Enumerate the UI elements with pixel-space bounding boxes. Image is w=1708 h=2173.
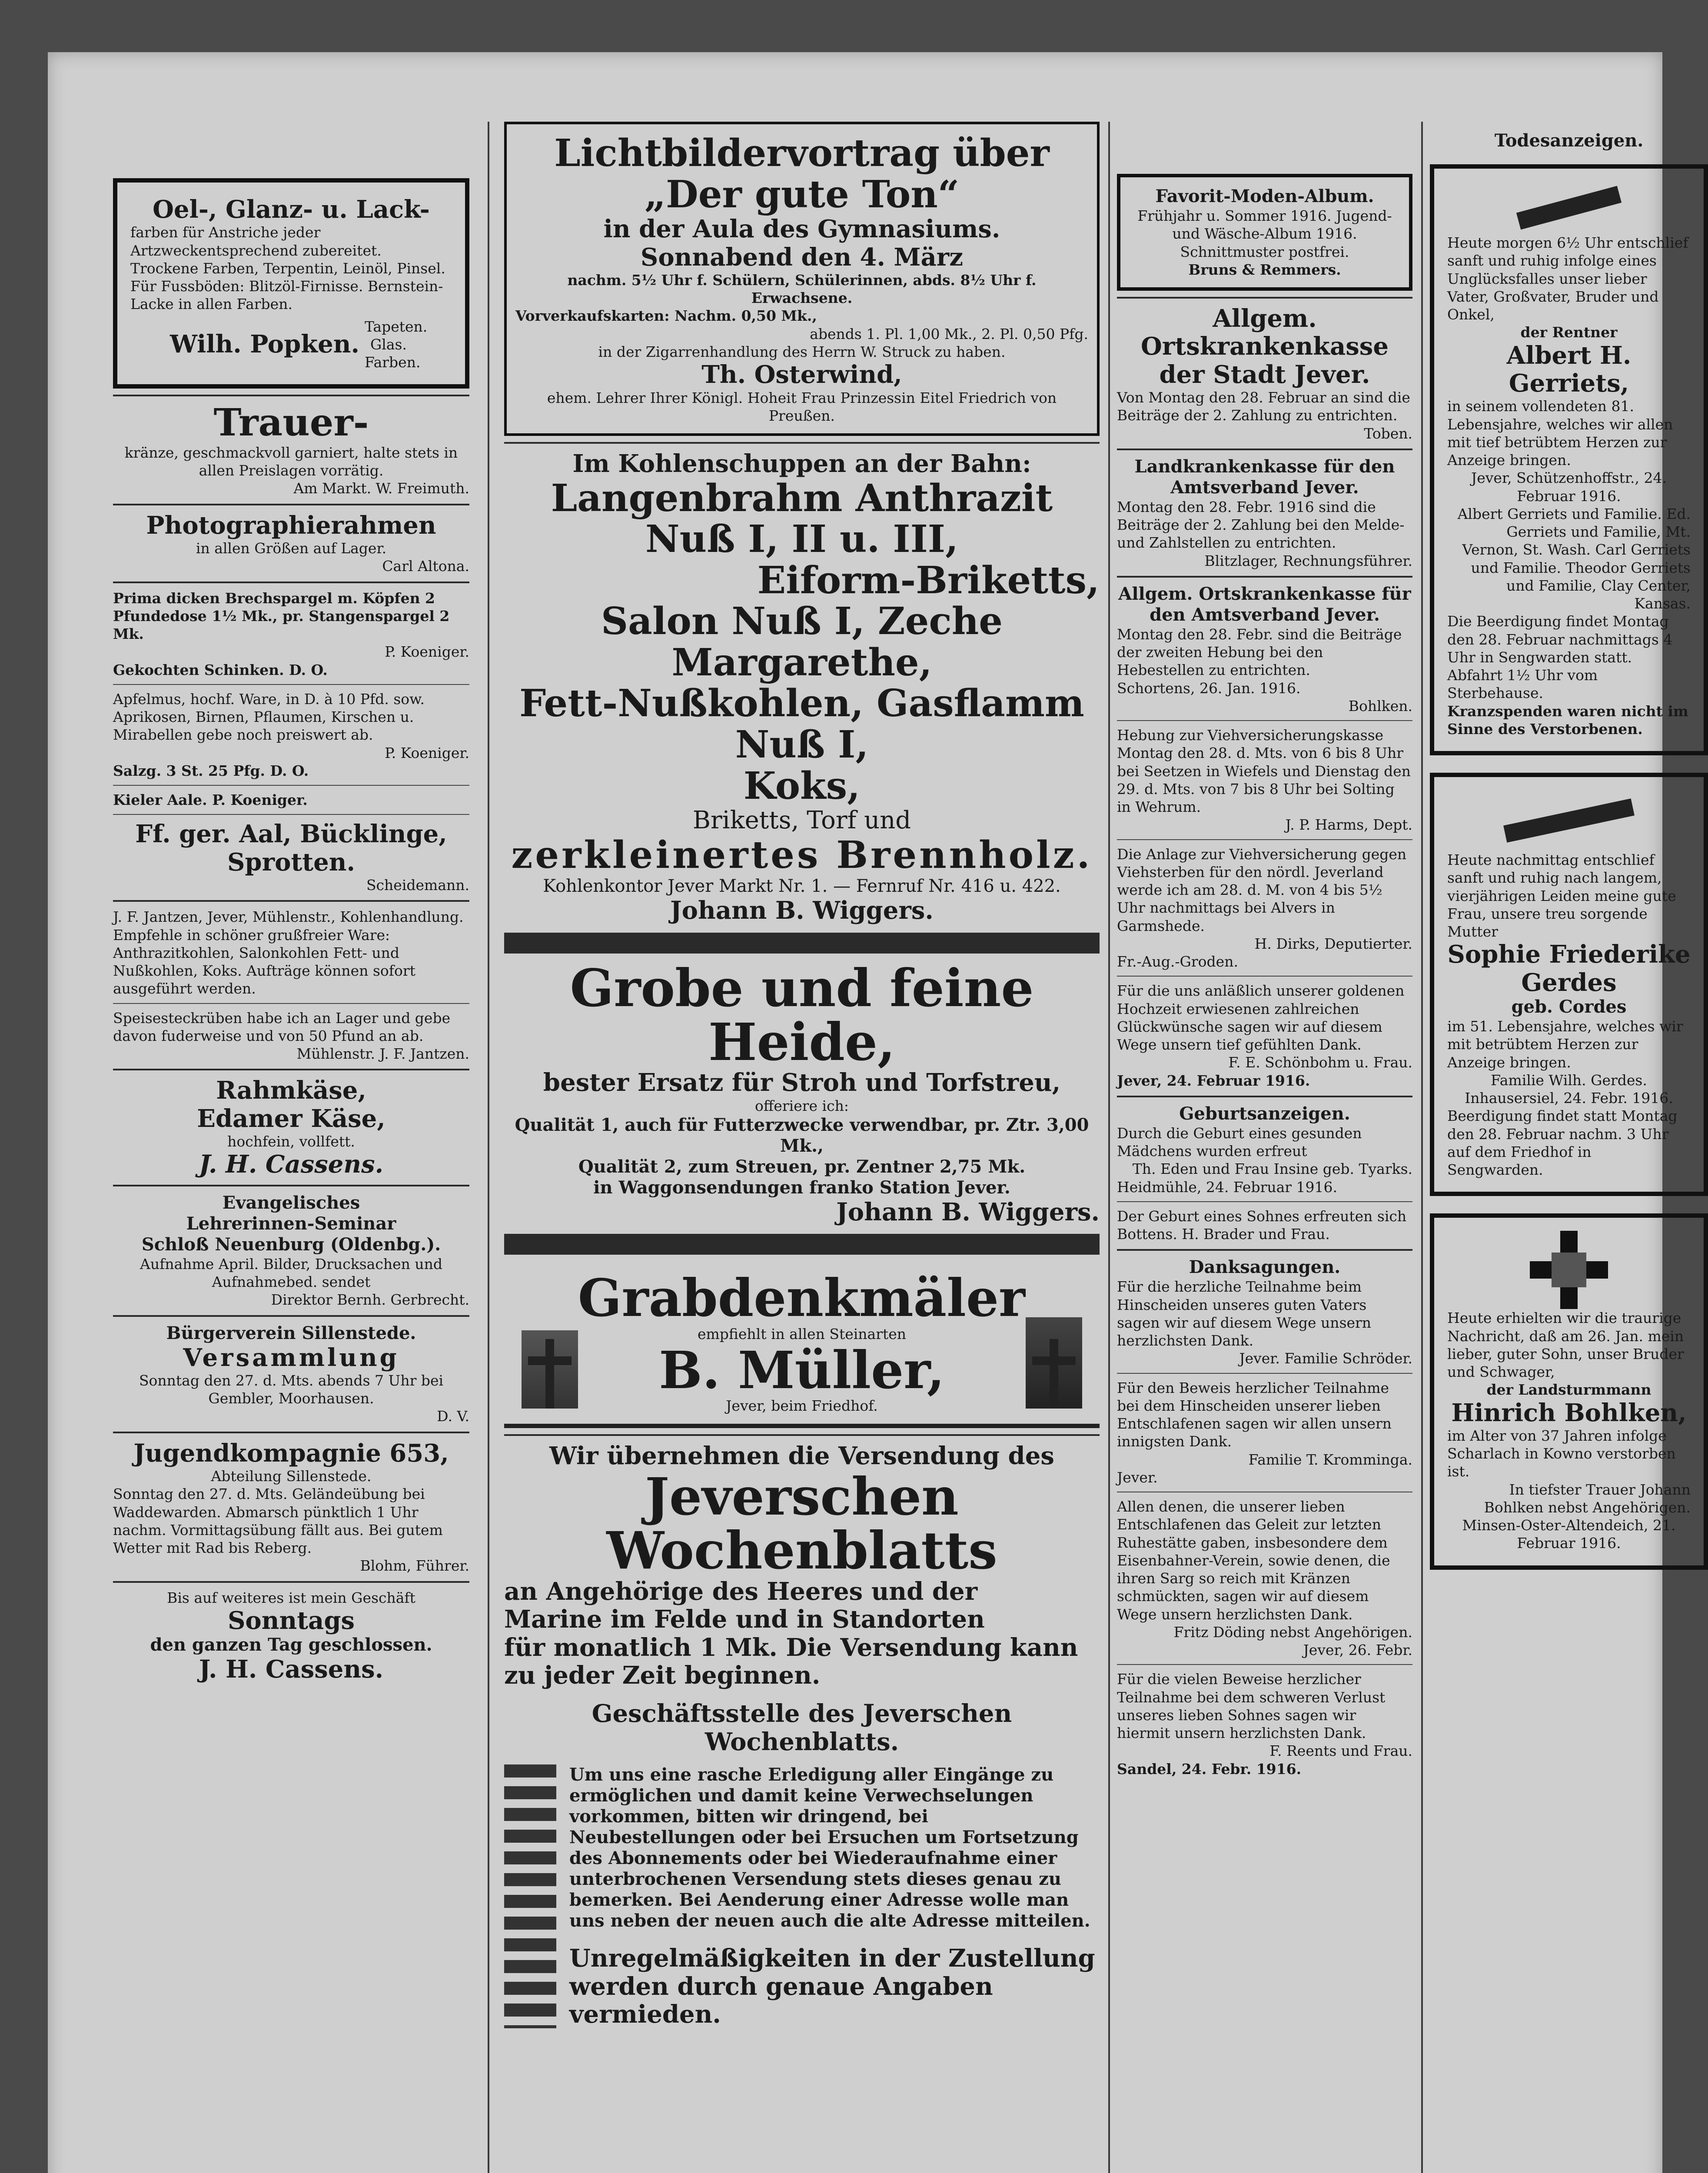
ad-jantzen: J. F. Jantzen, Jever, Mühlenstr., Kohlenhandlung. Empfehle in schöner grußfreier Ware: Anthrazitkohlen, Salonkohlen Fett- und Nußkohlen, Koks. Aufträge können sofort ausgeführt werden. [113,908,464,997]
ad-head: Im Kohlenschuppen an der Bahn: [572,449,1031,478]
ad-vortrag [504,122,1100,436]
ad-date: Sonnabend den 4. März [640,243,964,272]
ad-body: Für die uns anläßlich unserer goldenen Hochzeit erwiesenen zahlreichen Glückwünsche sagen wir auf diesem Wege unsern tief gefühlten Dank. [1117,982,1405,1053]
ad-body: Frühjahr u. Sommer 1916. Jugend- und Wäsche-Album 1916. Schnittmuster postfrei. [1137,207,1392,260]
ad-body: Von Montag den 28. Februar an sind die Beiträge der 2. Zahlung zu entrichten. [1117,389,1410,424]
column-rule [488,122,489,2173]
ad-body: Aufnahme April. Bilder, Drucksachen und Aufnahmebed. sendet [140,1255,442,1291]
ad-name: Hinrich Bohlken, [1451,1398,1687,1427]
divider [113,1581,469,1583]
ad-line: Koks, [743,764,861,808]
ad-line: zerkleinertes Brennholz. [511,833,1093,877]
ad-sign: F. E. Schönbohm u. Frau. [1228,1054,1412,1071]
ad-trauer [113,402,469,497]
ad-title: Lehrerinnen-Seminar [186,1213,396,1234]
ad-title: Landkrankenkasse für den Amtsverband Jever. [1134,456,1395,498]
iron-cross-icon [1530,1231,1608,1309]
ad-line: Marine im Felde und in Standorten [504,1605,985,1634]
ad-title: der Rentner [1520,324,1618,341]
divider [113,1069,469,1070]
ad-sub: empfiehlt in allen Steinarten [697,1326,907,1343]
ad-sign: Scheidemann. [366,877,469,894]
divider [1117,576,1412,578]
ad-date: Jever, Schützenhoffstr., 24. Februar 1916. [1471,469,1667,505]
divider [113,814,469,815]
ad-krankenkasse-3 [1117,584,1412,715]
column-1 [113,122,469,1684]
column-3 [1117,122,1412,1778]
ad-sign: Toben. [1364,425,1412,442]
ad-family: Albert Gerriets und Familie. Ed. Gerriets und Familie, Mt. Vernon, St. Wash. Carl Gerriets und Familie. Theodor Gerriets und Familie, Clay Center, Kansas. [1457,505,1691,612]
ad-body: Heute erhielten wir die traurige Nachricht, daß am 26. Jan. mein lieber, guter Sohn, unser Bruder und Schwager, [1447,1309,1684,1381]
ad-sign: Blohm, Führer. [360,1557,469,1575]
ad-sign: Bohlken. [1348,697,1412,714]
ad-firm: Wilh. Popken. [170,330,359,359]
ad-date: Sandel, 24. Febr. 1916. [1117,1760,1302,1778]
ad-sign: P. Koeniger. [385,643,469,661]
divider [1117,1249,1412,1251]
ad-body: Montag den 28. Febr. sind die Beiträge der zweiten Hebung bei den Hebestellen zu entrichten. [1117,625,1402,679]
ad-aal [113,820,469,894]
decorative-border [504,1764,556,2028]
divider [1117,1373,1412,1374]
ad-todesanzeige-1 [1430,164,1708,755]
ad-place: Fr.-Aug.-Groden. [1117,953,1238,970]
ad-sign: Jever. Familie Schröder. [1239,1350,1412,1367]
ad-contact: Kohlenkontor Jever Markt Nr. 1. — Fernruf Nr. 416 u. 422. [543,876,1061,897]
ad-title: den ganzen Tag geschlossen. [150,1635,432,1655]
ad-sign: Blitzlager, Rechnungsführer. [1204,552,1412,569]
ad-body: farben für Anstriche jeder Artzweckentsprechend zubereitet. Trockene Farben, Terpentin, Leinöl, Pinsel. Für Fussböden: Blitzöl-Firnisse. Bernstein-Lacke in allen Farben. [130,224,445,313]
section-head-geburt: Geburtsanzeigen. [1179,1103,1350,1124]
ad-line: Salon Nuß I, Zeche Margarethe, [601,599,1003,684]
ad-title: Allgem. Ortskrankenkasse der Stadt Jever. [1141,304,1389,389]
ad-body: in allen Größen auf Lager. [196,540,387,557]
ad-buergerverein [113,1323,469,1425]
cross-icon [1447,790,1691,851]
ad-dank-5 [1117,1670,1412,1778]
ad-bottom: Unregelmäßigkeiten in der Zustellung werden durch genaue Angaben vermieden. [569,1944,1095,2029]
ad-sign: D. V. [437,1408,469,1425]
divider [1117,720,1412,721]
ad-todesanzeige-3 [1430,1213,1708,1569]
ad-sign: Fritz Döding nebst Angehörigen. [1173,1623,1412,1641]
ad-line: Fett-Nußkohlen, Gasflamm Nuß I, [519,681,1084,767]
ad-pre: Bis auf weiteres ist mein Geschäft [167,1589,415,1606]
ad-quality: Qualität 1, auch für Futterzwecke verwendbar, pr. Ztr. 3,00 Mk., [515,1115,1089,1156]
ad-body: im 51. Lebensjahre, welches wir mit betrübtem Herzen zur Anzeige bringen. [1447,1018,1683,1071]
ad-spargel [113,589,469,679]
ad-name: Sophie Friederike Gerdes [1447,940,1691,997]
ad-body: Für den Beweis herzlicher Teilnahme bei dem Hinscheiden unserer lieben Entschlafenen sagen wir allen unsern innigsten Dank. [1117,1379,1392,1450]
ad-where: in der Zigarrenhandlung des Herrn W. Struck zu haben. [598,343,1006,360]
ad-body: Speisesteckrüben habe ich an Lager und gebe davon fuderweise und von 50 Pfund an ab. [113,1009,451,1044]
ad-seminar [113,1193,469,1309]
divider [504,1434,1100,1436]
divider [113,684,469,685]
ad-sign: F. Reents und Frau. [1269,1742,1412,1760]
gravestone-icon [522,1278,578,1409]
ad-sign: Direktor Bernh. Gerbrecht. [271,1291,469,1309]
ad-line: für monatlich 1 Mk. Die Versendung kann [504,1633,1078,1662]
ad-todesanzeige-2 [1430,773,1708,1196]
ad-body: Die Anlage zur Viehversicherung gegen Viehsterben für den nördl. Jeverland werde ich am 28. d. M. von 4 bis 5½ Uhr nachmittags bei Alvers in Garmshede. [1117,845,1407,934]
ad-title: Schloß Neuenburg (Oldenbg.). [141,1234,441,1255]
ad-grabdenkmaeler [504,1263,1100,1428]
ad-line: Wir übernehmen die Versendung des [549,1441,1054,1470]
ad-prices: Vorverkaufskarten: Nachm. 0,50 Mk., [515,307,817,325]
ad-quality: Qualität 2, zum Streuen, pr. Zentner 2,75 Mk. [578,1156,1026,1177]
ad-names: Th. Eden und Frau Insine geb. Tyarks. [1132,1160,1412,1178]
ad-sub: bester Ersatz für Stroh und Torfstreu, [543,1068,1061,1097]
divider [1117,449,1412,450]
ad-title: Evangelisches [222,1192,360,1213]
ad-offer: offeriere ich: [755,1097,849,1114]
column-2 [504,122,1100,2028]
ad-body: Durch die Geburt eines gesunden Mädchens wurden erfreut [1117,1124,1362,1160]
ad-times: nachm. 5½ Uhr f. Schülern, Schülerinnen, abds. 8½ Uhr f. Erwachsene. [567,271,1037,307]
section-head-dank: Danksagungen. [1189,1257,1341,1278]
divider [113,1432,469,1433]
ad-krankenkasse-1 [1117,305,1412,442]
divider [113,581,469,583]
ad-line: an Angehörige des Heeres und der [504,1577,978,1606]
ad-dank-3 [1117,1379,1412,1487]
ad-sign: H. Dirks, Deputierter. [1254,935,1412,952]
ad-title: Jeverschen Wochenblatts [606,1466,997,1581]
divider-bar [504,933,1100,954]
divider [1117,1664,1412,1665]
ad-sub: Abteilung Sillenstede. [211,1468,372,1485]
ad-title: Trauer- [213,401,369,445]
ad-line: Briketts, Torf und [692,806,911,835]
ad-title: Versammlung [183,1343,399,1372]
column-rule [1108,122,1110,2173]
ad-born: geb. Cordes [1511,997,1627,1017]
ad-sign: P. Koeniger. [385,744,469,761]
ad-date: Jever, 24. Februar 1916. [1117,1072,1310,1089]
ad-title: Oel-, Glanz- u. Lack- [153,195,430,224]
divider [1117,1201,1412,1202]
ad-wochenblatt [504,1442,1100,2029]
ad-body: Um uns eine rasche Erledigung aller Eingänge zu ermöglichen und damit keine Verwechselungen vorkommen, bitten wir dringend, bei Neubestellungen oder bei Ersuchen um Fortsetzung des Abonnements oder bei Wiederaufnahme einer unterbrochenen Versendung stets dieses genau zu bemerken. Bei Aenderung einer Adresse wolle man uns neben der neuen auch die alte Adresse mitteilen. [569,1764,1090,1931]
ad-line: Salzg. 3 St. 25 Pfg. D. O. [113,762,309,779]
ad-dank-hochzeit [1117,982,1412,1090]
ad-title: Edamer Käse, [197,1104,385,1133]
ad-title: Bürgerverein Sillenstede. [166,1322,416,1343]
ad-body: im Alter von 37 Jahren infolge Scharlach in Kowno verstorben ist. [1447,1427,1676,1480]
column-4 [1430,122,1708,1570]
ad-place: Jever, beim Friedhof. [726,1397,878,1415]
page-content [113,122,1699,2173]
ad-kaese [113,1077,469,1178]
ad-line: Langenbrahm Anthrazit Nuß I, II u. III, [551,476,1053,562]
ad-name: Th. Osterwind, [701,360,902,389]
divider [1117,976,1412,977]
ad-firm: J. H. Cassens. [199,1150,384,1179]
ad-sign: J. P. Harms, Dept. [1285,816,1412,834]
ad-title: Rahmkäse, [216,1076,366,1105]
ad-firm: B. Müller, [659,1339,945,1400]
ad-quality: in Waggonsendungen franko Station Jever. [593,1177,1010,1198]
ad-date: Minsen-Oster-Altendeich, 21. Februar 1916. [1462,1517,1676,1552]
ad-sonntags [113,1589,469,1684]
ad-geburt-2 [1117,1207,1412,1243]
ad-geburt-1 [1117,1124,1412,1196]
ad-body: kränze, geschmackvoll garniert, halte stets in allen Preislagen vorrätig. [124,444,458,479]
ad-sign: Bottens. H. Brader und Frau. [1117,1226,1330,1243]
ad-steckrueben [113,1009,469,1063]
ad-date: Heidmühle, 24. Februar 1916. [1117,1178,1338,1196]
ad-firm: Bruns & Remmers. [1188,261,1341,278]
ad-firm: Johann B. Wiggers. [670,896,934,925]
divider [1117,839,1412,840]
ad-firm: Johann B. Wiggers. [836,1198,1100,1227]
divider-bar [504,1234,1100,1255]
ad-title: Lichtbildervortrag über „Der gute Ton“ [554,131,1050,216]
ad-body: Heute nachmittag entschlief sanft und ruhig nach langem, vierjährigen Leiden meine gute Frau, unsere treu sorgende Mutter [1447,851,1676,940]
divider [113,504,469,505]
ad-body: Für die herzliche Teilnahme beim Hinscheiden unseres guten Vaters sagen wir auf diesem Wege unsern herzlichsten Dank. [1117,1278,1372,1349]
ad-dank-4 [1117,1498,1412,1659]
ad-desc: ehem. Lehrer Ihrer Königl. Hoheit Frau Prinzessin Eitel Friedrich von Preußen. [547,389,1057,424]
ad-family: In tiefster Trauer Johann Bohlken nebst Angehörigen. [1484,1481,1691,1516]
divider [113,900,469,902]
ad-heide [504,957,1100,1227]
ad-place: Jever. [1117,1469,1158,1486]
ad-firm: J. H. Cassens. [199,1655,384,1684]
ad-funeral: Beerdigung findet statt Montag den 28. Februar nachm. 3 Uhr auf dem Friedhof in Sengwarden. [1447,1107,1678,1179]
ad-sign: Familie T. Kromminga. [1248,1451,1412,1468]
ad-title: Allgem. Ortskrankenkasse für den Amtsverband Jever. [1118,583,1411,625]
ad-kohlen [504,450,1100,925]
ad-line: zu jeder Zeit beginnen. [504,1661,821,1690]
ad-sign: Carl Altona. [382,558,469,575]
ad-line: Gekochten Schinken. D. O. [113,661,328,678]
ad-date: Inhausersiel, 24. Febr. 1916. [1465,1090,1673,1107]
ad-body: in seinem vollendeten 81. Lebensjahre, welches wir allen mit tief betrübtem Herzen zur Anzeige bringen. [1447,398,1673,469]
ad-body: Heute morgen 6½ Uhr entschlief sanft und ruhig infolge eines Unglücksfalles unser lieber Vater, Großvater, Bruder und Onkel, [1447,234,1688,323]
ad-body: Montag den 28. Febr. 1916 sind die Beiträge der 2. Zahlung bei den Melde- und Zahlstellen zu entrichten. [1117,498,1405,552]
ad-line: Eiform-Briketts, [757,558,1100,602]
ad-title: der Landsturmmann [1486,1381,1652,1399]
ad-body: Sonntag den 27. d. Mts. abends 7 Uhr bei Gembler, Moorhausen. [139,1372,444,1407]
ad-title: Grabdenkmäler [578,1268,1026,1329]
ad-sign: Mühlenstr. J. F. Jantzen. [296,1045,469,1063]
divider [1117,1096,1412,1097]
divider [1117,297,1412,299]
ad-body: Prima dicken Brechspargel m. Köpfen 2 Pfundedose 1½ Mk., pr. Stangenspargel 2 Mk. [113,589,450,643]
cross-icon [524,1339,576,1409]
ad-photo [113,512,469,575]
ad-office: Geschäftsstelle des Jeverschen Wochenblatts. [591,1699,1012,1756]
ad-firm-side: Tapeten. Glas. Farben. [364,318,428,371]
cross-icon [1028,1339,1080,1409]
ad-dank-2 [1117,1278,1412,1367]
column-rule [1421,122,1423,2173]
ad-date: Jever, 26. Febr. [1303,1641,1412,1659]
divider [113,785,469,786]
ad-funeral: Die Beerdigung findet Montag den 28. Februar nachmittags 4 Uhr in Sengwarden statt. Abfahrt 1½ Uhr vom Sterbehause. [1447,613,1673,702]
divider [113,1003,469,1004]
divider [113,395,469,396]
ad-viehversicherung-2 [1117,845,1412,971]
ad-body: Apfelmus, hochf. Ware, in D. à 10 Pfd. sow. Aprikosen, Birnen, Pflaumen, Kirschen u. Mirabellen gebe noch preiswert ab. [113,690,425,744]
ad-body: Sonntag den 27. d. Mts. Geländeübung bei Waddewarden. Abmarsch pünktlich 1 Uhr nachm. Vormittagsübung fällt aus. Bei gutem Wetter mit Rad bis Reberg. [113,1485,443,1557]
ad-prices: abends 1. Pl. 1,00 Mk., 2. Pl. 0,50 Pfg. [810,325,1088,342]
ad-body: Für die vielen Beweise herzlicher Teilnahme bei dem schweren Verlust unseres lieben Sohnes sagen wir hiermit unsern herzlichsten Dank. [1117,1671,1386,1742]
ad-body: Allen denen, die unserer lieben Entschlafenen das Geleit zur letzten Ruhestätte gaben, insbesondere dem Eisenbahner-Verein, sowie denen, die ihren Sarg so reich mit Kränzen schmückten, sagen wir auf diesem Wege unsern herzlichsten Dank. [1117,1498,1390,1623]
ad-sign: Am Markt. W. Freimuth. [293,480,469,497]
ad-name: Albert H. Gerriets, [1506,341,1632,398]
ad-title: Ff. ger. Aal, Bücklinge, Sprotten. [135,820,447,877]
ad-favorit [1117,174,1412,291]
ad-apfel [113,690,469,780]
ad-title: Photographierahmen [146,511,436,540]
ad-title: Favorit-Moden-Album. [1155,186,1374,206]
divider [113,1185,469,1186]
ad-title: Grobe und feine Heide, [570,957,1034,1072]
section-head-tod: Todesanzeigen. [1494,130,1644,151]
ad-kieler: Kieler Aale. P. Koeniger. [113,791,308,809]
ad-family: Familie Wilh. Gerdes. [1491,1071,1647,1089]
ad-body: Hebung zur Viehversicherungskasse Montag den 28. d. Mts. von 6 bis 8 Uhr bei Seetzen in Wiefels und Dienstag den 29. d. Mts. von 7 bis 8 Uhr bei Solting in Wehrum. [1117,727,1411,816]
ad-paint [113,178,469,389]
newspaper-page [48,52,1691,2173]
ad-title: Sonntags [227,1606,355,1635]
monument-icon [1026,1278,1082,1409]
ad-date: Schortens, 26. Jan. 1916. [1117,679,1301,697]
ad-note: Kranzspenden waren nicht im Sinne des Verstorbenen. [1447,702,1688,738]
ad-where: in der Aula des Gymnasiums. [603,215,1000,244]
ad-krankenkasse-2 [1117,456,1412,570]
ad-body: Der Geburt eines Sohnes erfreuten sich [1117,1207,1407,1225]
cross-icon [1447,182,1691,234]
ad-body: hochfein, vollfett. [227,1133,355,1150]
divider [504,442,1100,444]
ad-jugendkompagnie [113,1439,469,1575]
ad-title: Jugendkompagnie 653, [133,1439,449,1468]
divider [113,1315,469,1317]
ad-viehversicherung [1117,726,1412,834]
